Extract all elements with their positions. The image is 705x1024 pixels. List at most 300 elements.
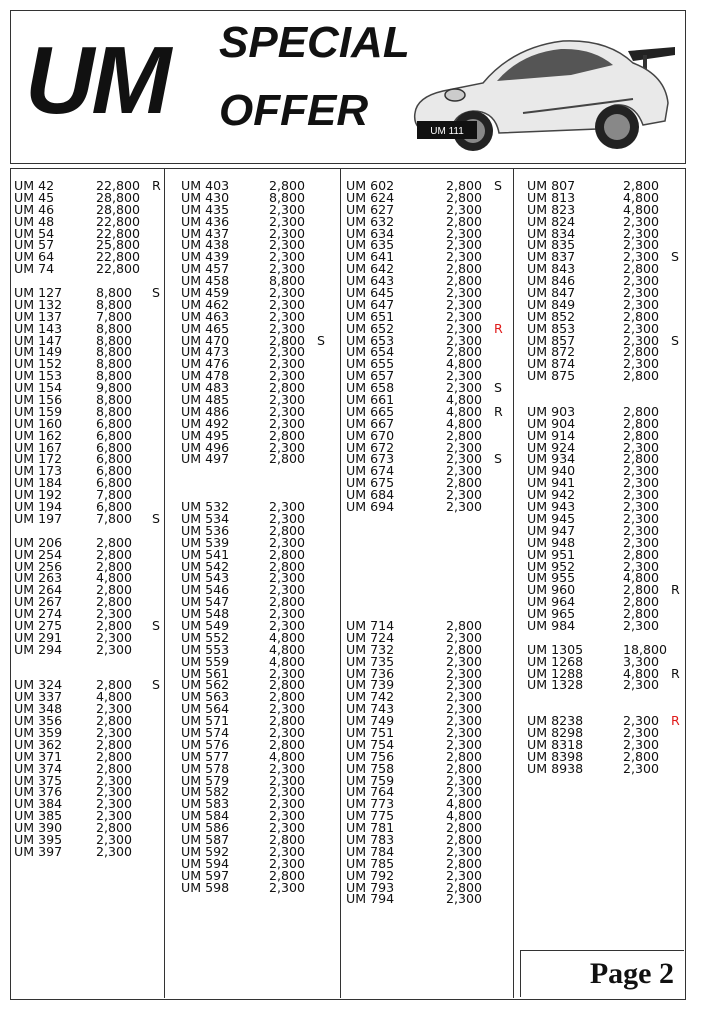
plate-price: 2,300 — [96, 772, 133, 788]
plate-price: 8,800 — [96, 332, 133, 348]
plate-price: 2,300 — [269, 320, 306, 336]
plate-price: 22,800 — [96, 213, 141, 229]
plate-code: UM 8398 — [527, 748, 584, 764]
plate-flag: S — [152, 285, 160, 301]
plate-code: UM 773 — [346, 796, 395, 812]
plate-price: 2,300 — [623, 522, 660, 538]
plate-text: UM 111 — [430, 126, 464, 137]
plate-code: UM 602 — [346, 178, 395, 193]
plate-price: 18,800 — [623, 641, 668, 657]
plate-code: UM 647 — [346, 296, 395, 312]
plate-price: 2,300 — [269, 201, 306, 217]
plate-code: UM 807 — [527, 178, 576, 193]
plate-price: 2,300 — [446, 368, 483, 384]
plate-code: UM 643 — [346, 273, 395, 289]
plate-price: 2,300 — [446, 665, 483, 681]
plate-flag: R — [671, 665, 680, 681]
plate-code: UM 173 — [14, 463, 63, 479]
column-2 — [181, 180, 337, 893]
row-spacer — [346, 513, 510, 525]
plate-code: UM 965 — [527, 606, 576, 622]
row-spacer — [346, 572, 510, 584]
plate-price: 2,300 — [623, 356, 660, 372]
plate-price: 2,300 — [446, 201, 483, 217]
plate-price: 2,800 — [446, 820, 483, 836]
plate-price: 2,300 — [446, 487, 483, 503]
plate-code: UM 192 — [14, 487, 63, 503]
plate-code: UM 732 — [346, 641, 395, 657]
plate-code: UM 376 — [14, 784, 63, 800]
plate-price: 2,800 — [269, 689, 306, 705]
plate-code: UM 984 — [527, 617, 576, 633]
plate-price: 2,300 — [96, 831, 133, 847]
plate-code: UM 743 — [346, 701, 395, 717]
plate-price: 2,800 — [623, 546, 660, 562]
plate-code: UM 634 — [346, 225, 395, 241]
plate-price: 2,300 — [446, 677, 483, 693]
plate-code: UM 824 — [527, 213, 576, 229]
plate-code: UM 823 — [527, 201, 576, 217]
plate-price: 2,800 — [623, 308, 660, 324]
plate-price: 8,800 — [96, 356, 133, 372]
plate-price: 2,300 — [269, 213, 306, 229]
plate-price: 2,300 — [623, 296, 660, 312]
plate-price: 2,300 — [269, 285, 306, 301]
plate-code: UM 362 — [14, 736, 63, 752]
plate-price: 2,300 — [269, 701, 306, 717]
plate-price: 4,800 — [269, 748, 306, 764]
plate-flag: S — [152, 510, 160, 526]
column-divider-3 — [513, 168, 514, 998]
plate-flag: R — [671, 582, 680, 598]
plate-code: UM 194 — [14, 499, 63, 515]
plate-price: 2,800 — [96, 617, 133, 633]
plate-code: UM 945 — [527, 510, 576, 526]
plate-price: 2,800 — [269, 867, 306, 883]
plate-code: UM 904 — [527, 415, 576, 431]
plate-price: 2,300 — [623, 475, 660, 491]
plate-code: UM 127 — [14, 285, 63, 301]
plate-price: 4,800 — [269, 641, 306, 657]
plate-flag: S — [494, 451, 502, 467]
plate-code: UM 843 — [527, 261, 576, 277]
plate-price: 2,800 — [623, 178, 660, 193]
plate-price: 2,300 — [269, 356, 306, 372]
plate-price: 2,300 — [269, 237, 306, 253]
plate-price: 2,300 — [269, 772, 306, 788]
plate-code: UM 559 — [181, 653, 230, 669]
plate-code: UM 587 — [181, 831, 230, 847]
plate-price: 2,800 — [269, 522, 306, 538]
plate-price: 2,300 — [623, 499, 660, 515]
plate-code: UM 42 — [14, 178, 55, 193]
plate-code: UM 594 — [181, 855, 230, 871]
plate-code: UM 497 — [181, 451, 230, 467]
plate-price: 2,300 — [446, 308, 483, 324]
plate-price: 2,300 — [623, 487, 660, 503]
plate-flag: S — [152, 617, 160, 633]
plate-price: 2,300 — [623, 677, 660, 693]
plate-code: UM 385 — [14, 808, 63, 824]
plate-price: 2,300 — [269, 784, 306, 800]
plate-code: UM 492 — [181, 415, 230, 431]
plate-price: 2,300 — [269, 392, 306, 408]
plate-flag: S — [494, 380, 502, 396]
plate-price: 2,300 — [446, 439, 483, 455]
plate-price: 8,800 — [96, 320, 133, 336]
plate-code: UM 543 — [181, 570, 230, 586]
plate-code: UM 785 — [346, 855, 395, 871]
plate-code: UM 552 — [181, 629, 230, 645]
plate-price: 2,800 — [446, 344, 483, 360]
plate-listing-row — [346, 501, 510, 513]
plate-code: UM 274 — [14, 606, 63, 622]
plate-price: 2,300 — [269, 724, 306, 740]
plate-price: 2,300 — [96, 629, 133, 645]
row-spacer — [346, 549, 510, 561]
plate-listing-row — [527, 370, 683, 382]
plate-price: 2,800 — [623, 594, 660, 610]
plate-code: UM 673 — [346, 451, 395, 467]
plate-code: UM 635 — [346, 237, 395, 253]
plate-code: UM 485 — [181, 392, 230, 408]
plate-price: 22,800 — [96, 261, 141, 277]
plate-code: UM 749 — [346, 713, 395, 729]
plate-price: 2,300 — [446, 891, 483, 907]
page-number: Page 2 — [589, 957, 674, 990]
plate-price: 2,800 — [269, 713, 306, 729]
plate-code: UM 167 — [14, 439, 63, 455]
plate-price: 8,800 — [269, 189, 306, 205]
plate-code: UM 1328 — [527, 677, 584, 693]
plate-code: UM 781 — [346, 820, 395, 836]
plate-price: 4,800 — [446, 796, 483, 812]
plate-code: UM 359 — [14, 724, 63, 740]
plate-price: 2,800 — [623, 582, 660, 598]
sports-car-image — [403, 17, 681, 157]
plate-code: UM 395 — [14, 831, 63, 847]
plate-code: UM 582 — [181, 784, 230, 800]
plate-price: 8,800 — [269, 273, 306, 289]
column-4 — [527, 180, 683, 775]
plate-price: 2,300 — [269, 249, 306, 265]
plate-price: 8,800 — [96, 403, 133, 419]
plate-code: UM 532 — [181, 499, 230, 515]
plate-listing-row — [14, 843, 162, 859]
plate-price: 2,300 — [446, 463, 483, 479]
plate-price: 2,800 — [623, 748, 660, 764]
plate-price: 2,800 — [269, 427, 306, 443]
plate-price: 2,800 — [96, 546, 133, 562]
plate-listing-row — [527, 679, 683, 691]
plate-price: 8,800 — [96, 344, 133, 360]
plate-code: UM 758 — [346, 760, 395, 776]
plate-price: 2,800 — [623, 451, 660, 467]
plate-price: 4,800 — [446, 403, 483, 419]
plate-code: UM 374 — [14, 760, 63, 776]
plate-code: UM 657 — [346, 368, 395, 384]
plate-code: UM 684 — [346, 487, 395, 503]
plate-code: UM 583 — [181, 796, 230, 812]
row-spacer — [181, 477, 337, 489]
plate-code: UM 736 — [346, 665, 395, 681]
plate-listing-row — [14, 263, 162, 275]
plate-price: 25,800 — [96, 237, 141, 253]
title-special: SPECIAL — [219, 18, 410, 67]
plate-price: 2,300 — [623, 320, 660, 336]
plate-code: UM 574 — [181, 724, 230, 740]
plate-price: 2,300 — [269, 582, 306, 598]
plate-code: UM 375 — [14, 772, 63, 788]
plate-code: UM 624 — [346, 189, 395, 205]
plate-code: UM 562 — [181, 677, 230, 693]
row-spacer — [181, 465, 337, 477]
plate-code: UM 147 — [14, 332, 63, 348]
plate-code: UM 486 — [181, 403, 230, 419]
plate-code: UM 561 — [181, 665, 230, 681]
plate-price: 22,800 — [96, 178, 141, 193]
plate-flag: R — [494, 320, 503, 336]
plate-code: UM 578 — [181, 760, 230, 776]
plate-code: UM 197 — [14, 510, 63, 526]
plate-price: 2,300 — [269, 665, 306, 681]
plate-code: UM 577 — [181, 748, 230, 764]
plate-flag: S — [671, 332, 679, 348]
row-spacer — [527, 382, 683, 394]
plate-price: 2,300 — [446, 332, 483, 348]
plate-price: 4,800 — [446, 392, 483, 408]
plate-price: 2,800 — [446, 273, 483, 289]
plate-price: 2,800 — [269, 332, 306, 348]
plate-code: UM 1288 — [527, 665, 584, 681]
plate-price: 2,800 — [96, 594, 133, 610]
column-divider-1 — [164, 168, 165, 998]
plate-code: UM 645 — [346, 285, 395, 301]
plate-code: UM 275 — [14, 617, 63, 633]
plate-code: UM 54 — [14, 225, 55, 241]
plate-code: UM 651 — [346, 308, 395, 324]
plate-code: UM 654 — [346, 344, 395, 360]
plate-price: 2,300 — [623, 736, 660, 752]
plate-code: UM 495 — [181, 427, 230, 443]
plate-price: 6,800 — [96, 463, 133, 479]
plate-price: 2,800 — [623, 415, 660, 431]
plate-code: UM 576 — [181, 736, 230, 752]
plate-code: UM 875 — [527, 368, 576, 384]
plate-price: 2,300 — [96, 606, 133, 622]
plate-code: UM 597 — [181, 867, 230, 883]
plate-price: 2,800 — [96, 677, 133, 693]
plate-price: 2,300 — [96, 784, 133, 800]
plate-price: 2,800 — [623, 606, 660, 622]
plate-code: UM 264 — [14, 582, 63, 598]
plate-code: UM 8238 — [527, 713, 584, 729]
plate-price: 2,300 — [446, 225, 483, 241]
plate-price: 2,800 — [96, 558, 133, 574]
plate-code: UM 592 — [181, 843, 230, 859]
column-3 — [346, 180, 510, 905]
plate-price: 6,800 — [96, 451, 133, 467]
plate-price: 6,800 — [96, 427, 133, 443]
plate-code: UM 847 — [527, 285, 576, 301]
plate-price: 2,300 — [269, 843, 306, 859]
plate-price: 2,800 — [446, 748, 483, 764]
plate-code: UM 724 — [346, 629, 395, 645]
plate-price: 2,800 — [446, 760, 483, 776]
plate-price: 8,800 — [96, 296, 133, 312]
plate-code: UM 952 — [527, 558, 576, 574]
plate-price: 2,800 — [446, 189, 483, 205]
plate-code: UM 291 — [14, 629, 63, 645]
plate-price: 2,300 — [446, 249, 483, 265]
row-spacer — [527, 691, 683, 703]
plate-price: 2,300 — [446, 772, 483, 788]
plate-price: 2,300 — [269, 617, 306, 633]
plate-code: UM 655 — [346, 356, 395, 372]
plate-price: 4,800 — [96, 689, 133, 705]
plate-code: UM 172 — [14, 451, 63, 467]
plate-code: UM 496 — [181, 439, 230, 455]
plate-code: UM 947 — [527, 522, 576, 538]
plate-code: UM 74 — [14, 261, 55, 277]
plate-code: UM 849 — [527, 296, 576, 312]
plate-code: UM 694 — [346, 499, 395, 515]
plate-code: UM 137 — [14, 308, 63, 324]
plate-code: UM 632 — [346, 213, 395, 229]
plate-code: UM 852 — [527, 308, 576, 324]
plate-code: UM 641 — [346, 249, 395, 265]
plate-price: 2,800 — [446, 427, 483, 443]
plate-code: UM 162 — [14, 427, 63, 443]
plate-flag: R — [494, 403, 503, 419]
plate-code: UM 764 — [346, 784, 395, 800]
plate-price: 2,300 — [446, 285, 483, 301]
plate-code: UM 940 — [527, 463, 576, 479]
plate-price: 8,800 — [96, 392, 133, 408]
plate-price: 2,300 — [269, 808, 306, 824]
plate-price: 2,800 — [446, 178, 483, 193]
plate-code: UM 534 — [181, 510, 230, 526]
plate-price: 2,300 — [269, 368, 306, 384]
plate-code: UM 735 — [346, 653, 395, 669]
plate-price: 4,800 — [96, 570, 133, 586]
plate-code: UM 914 — [527, 427, 576, 443]
plate-price: 2,300 — [446, 713, 483, 729]
plate-price: 2,300 — [269, 796, 306, 812]
plate-code: UM 549 — [181, 617, 230, 633]
plate-code: UM 835 — [527, 237, 576, 253]
plate-flag: S — [317, 332, 325, 348]
plate-price: 2,800 — [269, 546, 306, 562]
offer-header — [10, 10, 686, 164]
plate-price: 2,300 — [269, 534, 306, 550]
plate-listing-row — [527, 760, 683, 776]
plate-price: 2,300 — [623, 713, 660, 729]
plate-price: 2,300 — [623, 273, 660, 289]
plate-price: 2,300 — [269, 570, 306, 586]
plate-price: 2,300 — [623, 534, 660, 550]
plate-code: UM 206 — [14, 534, 63, 550]
plate-code: UM 458 — [181, 273, 230, 289]
plate-price: 4,800 — [446, 808, 483, 824]
plate-price: 2,300 — [446, 701, 483, 717]
plate-code: UM 132 — [14, 296, 63, 312]
plate-code: UM 465 — [181, 320, 230, 336]
plate-code: UM 476 — [181, 356, 230, 372]
plate-price: 2,300 — [446, 867, 483, 883]
plate-code: UM 463 — [181, 308, 230, 324]
plate-price: 2,300 — [623, 439, 660, 455]
plate-price: 2,300 — [96, 796, 133, 812]
plate-listing-row — [14, 641, 162, 657]
plate-price: 2,300 — [96, 724, 133, 740]
plate-code: UM 263 — [14, 570, 63, 586]
plate-code: UM 438 — [181, 237, 230, 253]
plate-price: 6,800 — [96, 439, 133, 455]
plate-listing-row — [346, 893, 510, 905]
plate-price: 2,800 — [96, 534, 133, 550]
plate-price: 2,800 — [446, 261, 483, 277]
plate-price: 2,800 — [96, 736, 133, 752]
plate-price: 2,300 — [446, 724, 483, 740]
plate-price: 2,300 — [623, 249, 660, 265]
row-spacer — [346, 525, 510, 537]
plate-code: UM 267 — [14, 594, 63, 610]
plate-code: UM 579 — [181, 772, 230, 788]
plate-price: 8,800 — [96, 368, 133, 384]
plate-code: UM 45 — [14, 189, 55, 205]
plate-price: 2,300 — [269, 820, 306, 836]
plate-code: UM 254 — [14, 546, 63, 562]
plate-price: 2,300 — [446, 629, 483, 645]
plate-price: 2,800 — [269, 831, 306, 847]
plate-code: UM 539 — [181, 534, 230, 550]
plate-price: 2,300 — [623, 617, 660, 633]
plate-code: UM 960 — [527, 582, 576, 598]
plate-code: UM 756 — [346, 748, 395, 764]
plate-price: 2,300 — [269, 606, 306, 622]
plate-code: UM 667 — [346, 415, 395, 431]
plate-code: UM 813 — [527, 189, 576, 205]
plate-code: UM 156 — [14, 392, 63, 408]
plate-code: UM 661 — [346, 392, 395, 408]
plate-code: UM 598 — [181, 879, 230, 895]
plate-code: UM 457 — [181, 261, 230, 277]
plate-code: UM 324 — [14, 677, 63, 693]
plate-price: 28,800 — [96, 201, 141, 217]
plate-price: 2,800 — [446, 831, 483, 847]
plate-code: UM 384 — [14, 796, 63, 812]
plate-price: 2,800 — [96, 582, 133, 598]
plate-code: UM 739 — [346, 677, 395, 693]
plate-listing-row — [181, 879, 337, 895]
plate-code: UM 160 — [14, 415, 63, 431]
plate-listing-row — [527, 617, 683, 633]
plate-code: UM 653 — [346, 332, 395, 348]
plate-code: UM 1305 — [527, 641, 584, 657]
plate-code: UM 536 — [181, 522, 230, 538]
plate-price: 2,300 — [269, 760, 306, 776]
plate-price: 2,300 — [446, 451, 483, 467]
plate-code: UM 46 — [14, 201, 55, 217]
plate-code: UM 149 — [14, 344, 63, 360]
plate-price: 2,300 — [269, 439, 306, 455]
plate-price: 2,300 — [269, 403, 306, 419]
plate-price: 4,800 — [623, 201, 660, 217]
plate-price: 2,300 — [623, 760, 660, 776]
plate-code: UM 348 — [14, 701, 63, 717]
plate-code: UM 436 — [181, 213, 230, 229]
